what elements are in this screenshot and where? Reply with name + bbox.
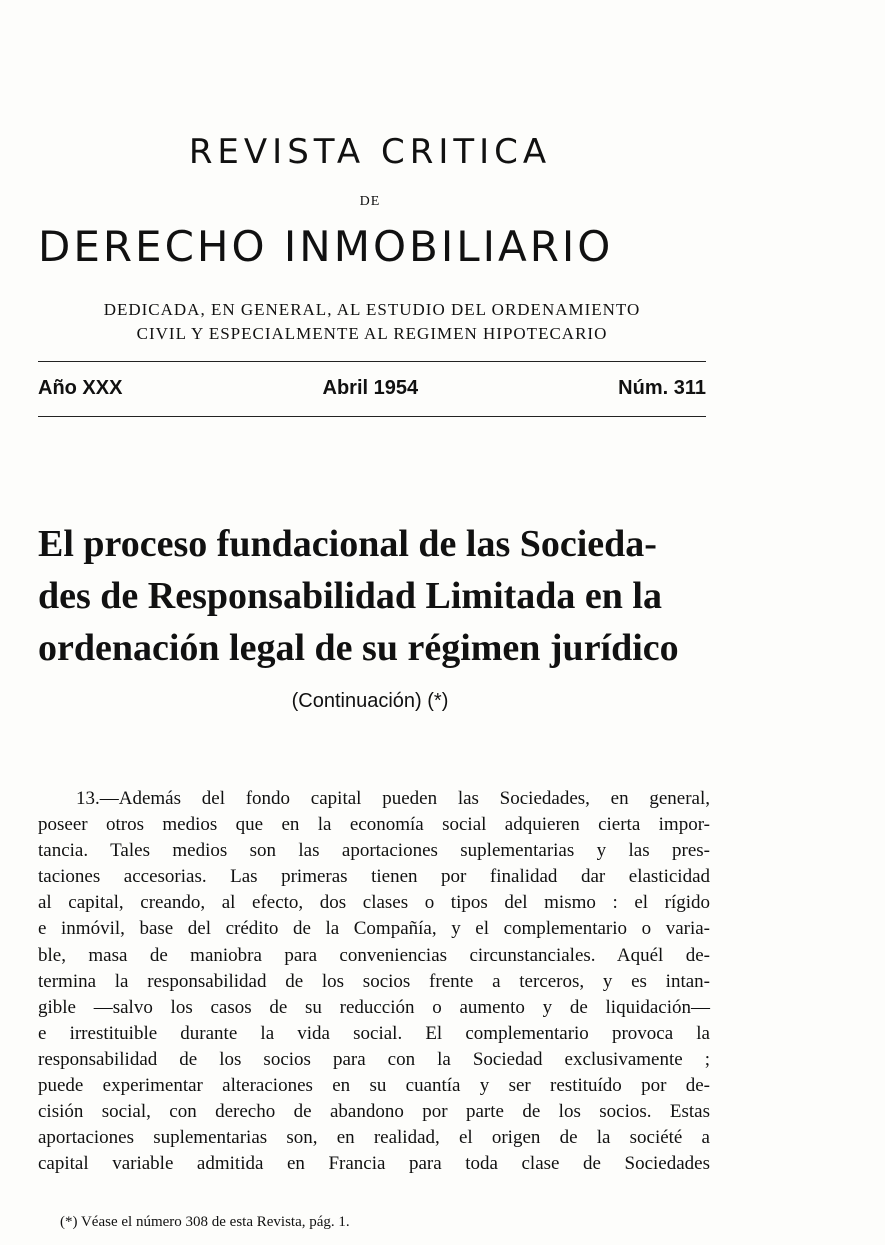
bottom-rule bbox=[38, 416, 706, 417]
body-line: e inmóvil, base del crédito de la Compañía, y el complementario o varia- bbox=[38, 918, 710, 940]
issue-number: Núm. 311 bbox=[618, 377, 706, 399]
body-line: responsabilidad de los socios para con la Sociedad exclusivamente ; bbox=[38, 1048, 710, 1070]
top-rule bbox=[38, 361, 706, 362]
journal-title-de: DE bbox=[359, 194, 381, 209]
journal-subtitle-line-2: CIVIL Y ESPECIALMENTE AL REGIMEN HIPOTECARIO bbox=[136, 324, 608, 343]
body-line: ble, masa de maniobra para conveniencias circunstanciales. Aquél de- bbox=[38, 944, 710, 966]
footnote: (*) Véase el número 308 de esta Revista, pág. 1. bbox=[60, 1214, 350, 1230]
body-line: termina la responsabilidad de los socios frente a terceros, y es intan- bbox=[38, 970, 710, 992]
body-line: 13.—Además del fondo capital pueden las Sociedades, en general, bbox=[76, 788, 710, 809]
journal-main-title: DERECHO INMOBILIARIO bbox=[38, 222, 614, 271]
body-line: e irrestituible durante la vida social. El complementario provoca la bbox=[38, 1022, 710, 1044]
issue-date: Abril 1954 bbox=[322, 377, 419, 399]
body-line: taciones accesorias. Las primeras tienen por finalidad dar elasticidad bbox=[38, 866, 710, 888]
article-title-line-1: El proceso fundacional de las Socieda- bbox=[38, 523, 657, 565]
journal-subtitle-line-1: DEDICADA, EN GENERAL, AL ESTUDIO DEL ORDENAMIENTO bbox=[103, 300, 641, 319]
body-line: capital variable admitida en Francia para toda clase de Sociedades bbox=[38, 1153, 710, 1175]
journal-subtitle bbox=[40, 298, 704, 346]
issue-info bbox=[38, 377, 706, 400]
body-line: poseer otros medios que en la economía social adquieren cierta impor- bbox=[38, 814, 710, 836]
body-text bbox=[38, 786, 710, 1177]
article-title bbox=[38, 518, 718, 674]
body-line: al capital, creando, al efecto, dos clases o tipos del mismo : el rígido bbox=[38, 892, 710, 914]
body-line: puede experimentar alteraciones en su cuantía y ser restituído por de- bbox=[38, 1075, 710, 1097]
article-title-line-3: ordenación legal de su régimen jurídico bbox=[38, 627, 679, 669]
body-line: cisión social, con derecho de abandono por parte de los socios. Estas bbox=[38, 1101, 710, 1123]
article-title-line-2: des de Responsabilidad Limitada en la bbox=[38, 575, 662, 617]
body-line: gible —salvo los casos de su reducción o aumento y de liquidación— bbox=[38, 996, 710, 1018]
continuation-note: (Continuación) (*) bbox=[291, 690, 449, 712]
issue-year: Año XXX bbox=[38, 377, 123, 399]
journal-title: REVISTA CRITICA bbox=[188, 132, 552, 172]
body-line: tancia. Tales medios son las aportaciones suplementarias y las pres- bbox=[38, 840, 710, 862]
body-line: aportaciones suplementarias son, en realidad, el origen de la société a bbox=[38, 1127, 710, 1149]
